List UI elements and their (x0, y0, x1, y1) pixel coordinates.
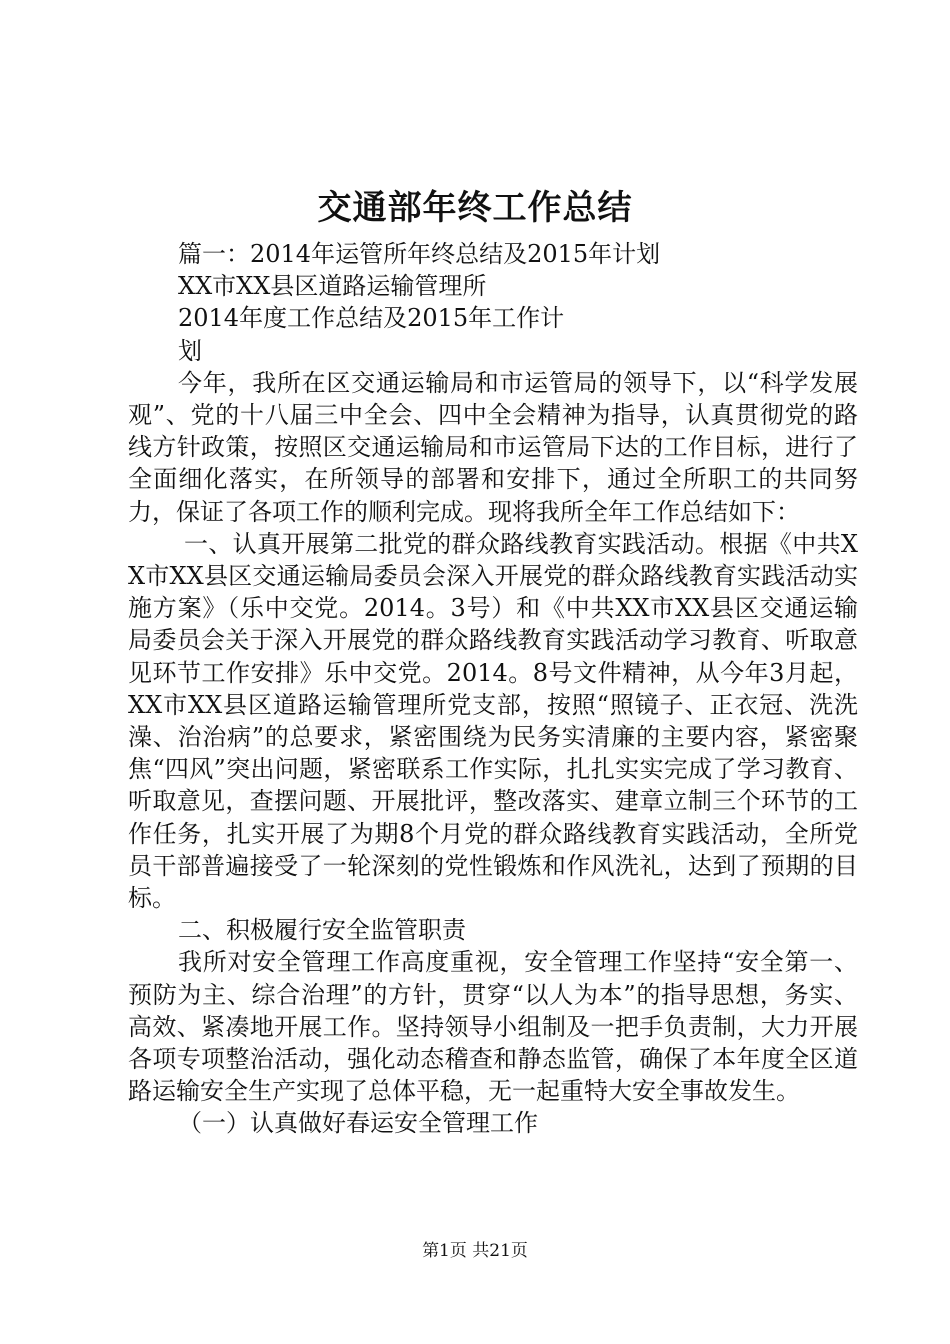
page-footer: 第1页 共21页 (422, 1241, 528, 1261)
heading-line-4: 划 (178, 336, 202, 365)
paragraph-section-2: 我所对安全管理工作高度重视，安全管理工作坚持“安全第一、预防为主、综合治理”的方针，贯穿“以人为本”的指导思想，务实、高效、紧凑地开展工作。坚持领导小组制及一把手负责制，大力开展各项专项整治活动，强化动态稽查和静态监管，确保了本年度全区道路运输安全生产实现了总体平稳，无一起重特大安全事故发生。 (128, 948, 858, 1106)
section-2-heading: 二、积极履行安全监管职责 (178, 916, 466, 945)
document-title: 交通部年终工作总结 (317, 188, 633, 228)
subsection-1-heading: （一）认真做好春运安全管理工作 (178, 1109, 538, 1138)
heading-line-3: 2014年度工作总结及2015年工作计 (178, 304, 565, 333)
document-body (128, 238, 858, 1140)
heading-line-1: 篇一：2014年运管所年终总结及2015年计划 (178, 240, 661, 268)
paragraph-section-1: 一、认真开展第二批党的群众路线教育实践活动。根据《中共XX市XX县区交通运输局委员会深入开展党的群众路线教育实践活动实施方案》（乐中交党。2014。3号）和《中共XX市XX县区交通运输局委员会关于深入开展党的群众路线教育实践活动学习教育、听取意见环节工作安排》乐中交党。2014。8号文件精神，从今年3月起，XX市XX县区道路运输管理所党支部，按照“照镜子、正衣冠、洗洗澡、治治病”的总要求，紧密围绕为民务实清廉的主要内容，紧密聚焦“四风”突出问题，紧密联系工作实际，扎扎实实完成了学习教育、听取意见，查摆问题、开展批评，整改落实、建章立制三个环节的工作任务，扎实开展了为期8个月党的群众路线教育实践活动，全所党员干部普遍接受了一轮深刻的党性锻炼和作风洗礼，达到了预期的目标。 (128, 529, 858, 913)
heading-line-2: XX市XX县区道路运输管理所 (178, 272, 487, 301)
paragraph-intro: 今年，我所在区交通运输局和市运管局的领导下，以“科学发展观”、党的十八届三中全会、四中全会精神为指导，认真贯彻党的路线方针政策，按照区交通运输局和市运管局下达的工作目标，进行了全面细化落实，在所领导的部署和安排下，通过全所职工的共同努力，保证了各项工作的顺利完成。现将我所全年工作总结如下： (128, 368, 858, 526)
